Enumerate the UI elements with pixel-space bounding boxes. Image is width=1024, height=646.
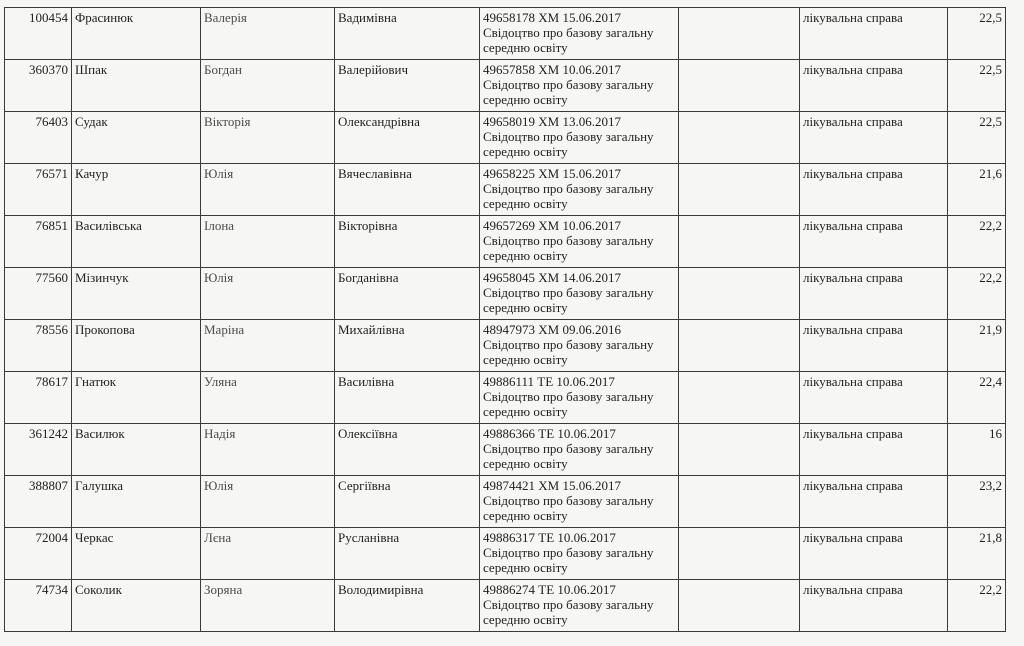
document-line: 49874421 ХМ 15.06.2017 (483, 478, 621, 493)
applicant-id-cell: 78556 (5, 320, 72, 372)
applicant-id-cell: 78617 (5, 372, 72, 424)
empty-cell (679, 528, 800, 580)
empty-cell (679, 372, 800, 424)
specialty-cell: лікувальна справа (800, 60, 948, 112)
applicant-id-cell: 77560 (5, 268, 72, 320)
first-name-cell: Лєна (201, 528, 335, 580)
last-name-cell: Черкас (72, 528, 201, 580)
document-line: середню освіту (483, 508, 568, 523)
specialty-cell: лікувальна справа (800, 528, 948, 580)
applicant-id-cell: 74734 (5, 580, 72, 632)
document-line: 49886317 ТЕ 10.06.2017 (483, 530, 616, 545)
document-line: середню освіту (483, 40, 568, 55)
first-name-cell: Юлія (201, 164, 335, 216)
applicant-id-cell: 76403 (5, 112, 72, 164)
document-line: Свідоцтво про базову загальну (483, 545, 654, 560)
empty-cell (679, 112, 800, 164)
specialty-cell: лікувальна справа (800, 268, 948, 320)
last-name-cell: Шпак (72, 60, 201, 112)
table-row (5, 112, 1006, 164)
table-row (5, 476, 1006, 528)
table-row (5, 528, 1006, 580)
specialty-cell: лікувальна справа (800, 216, 948, 268)
first-name-cell: Маріна (201, 320, 335, 372)
document-line: Свідоцтво про базову загальну (483, 77, 654, 92)
patronymic-cell: Олексіївна (335, 424, 480, 476)
applicant-id-cell: 100454 (5, 8, 72, 60)
document-cell (480, 8, 679, 60)
document-cell (480, 112, 679, 164)
document-line: середню освіту (483, 144, 568, 159)
score-cell: 21,8 (948, 528, 1006, 580)
applicant-id-cell: 388807 (5, 476, 72, 528)
document-cell (480, 164, 679, 216)
first-name-cell: Юлія (201, 268, 335, 320)
first-name-cell: Богдан (201, 60, 335, 112)
score-cell: 23,2 (948, 476, 1006, 528)
table-row (5, 8, 1006, 60)
table-row (5, 268, 1006, 320)
score-cell: 22,5 (948, 8, 1006, 60)
first-name-cell: Валерія (201, 8, 335, 60)
patronymic-cell: Валерійович (335, 60, 480, 112)
document-line: середню освіту (483, 404, 568, 419)
document-line: 49657269 ХМ 10.06.2017 (483, 218, 621, 233)
document-cell (480, 424, 679, 476)
empty-cell (679, 320, 800, 372)
document-line: 49658178 ХМ 15.06.2017 (483, 10, 621, 25)
empty-cell (679, 268, 800, 320)
score-cell: 22,2 (948, 216, 1006, 268)
first-name-cell: Ілона (201, 216, 335, 268)
last-name-cell: Мізинчук (72, 268, 201, 320)
document-line: 49658045 ХМ 14.06.2017 (483, 270, 621, 285)
specialty-cell: лікувальна справа (800, 320, 948, 372)
empty-cell (679, 8, 800, 60)
applicants-table (4, 7, 1006, 632)
document-cell (480, 372, 679, 424)
document-line: Свідоцтво про базову загальну (483, 233, 654, 248)
last-name-cell: Василюк (72, 424, 201, 476)
first-name-cell: Вікторія (201, 112, 335, 164)
last-name-cell: Фрасинюк (72, 8, 201, 60)
empty-cell (679, 164, 800, 216)
patronymic-cell: Русланівна (335, 528, 480, 580)
document-line: Свідоцтво про базову загальну (483, 597, 654, 612)
document-line: середню освіту (483, 560, 568, 575)
document-line: 48947973 ХМ 09.06.2016 (483, 322, 621, 337)
patronymic-cell: Сергіївна (335, 476, 480, 528)
document-cell (480, 320, 679, 372)
first-name-cell: Юлія (201, 476, 335, 528)
document-line: 49886274 ТЕ 10.06.2017 (483, 582, 616, 597)
score-cell: 22,5 (948, 112, 1006, 164)
table-row (5, 372, 1006, 424)
applicant-id-cell: 361242 (5, 424, 72, 476)
last-name-cell: Судак (72, 112, 201, 164)
document-line: середню освіту (483, 352, 568, 367)
last-name-cell: Василівська (72, 216, 201, 268)
patronymic-cell: Василівна (335, 372, 480, 424)
document-line: 49658225 ХМ 15.06.2017 (483, 166, 621, 181)
score-cell: 16 (948, 424, 1006, 476)
last-name-cell: Прокопова (72, 320, 201, 372)
document-line: середню освіту (483, 300, 568, 315)
patronymic-cell: Вікторівна (335, 216, 480, 268)
specialty-cell: лікувальна справа (800, 372, 948, 424)
patronymic-cell: Володимирівна (335, 580, 480, 632)
score-cell: 22,5 (948, 60, 1006, 112)
document-line: середню освіту (483, 196, 568, 211)
document-line: середню освіту (483, 92, 568, 107)
document-line: 49657858 ХМ 10.06.2017 (483, 62, 621, 77)
document-line: Свідоцтво про базову загальну (483, 129, 654, 144)
document-line: 49886111 ТЕ 10.06.2017 (483, 374, 615, 389)
specialty-cell: лікувальна справа (800, 164, 948, 216)
specialty-cell: лікувальна справа (800, 112, 948, 164)
document-line: середню освіту (483, 612, 568, 627)
first-name-cell: Уляна (201, 372, 335, 424)
document-line: 49658019 ХМ 13.06.2017 (483, 114, 621, 129)
document-cell (480, 216, 679, 268)
patronymic-cell: Вадимівна (335, 8, 480, 60)
table-row (5, 424, 1006, 476)
table-body (5, 8, 1006, 632)
patronymic-cell: Олександрівна (335, 112, 480, 164)
document-line: Свідоцтво про базову загальну (483, 337, 654, 352)
last-name-cell: Галушка (72, 476, 201, 528)
table-row (5, 216, 1006, 268)
specialty-cell: лікувальна справа (800, 476, 948, 528)
score-cell: 21,9 (948, 320, 1006, 372)
last-name-cell: Гнатюк (72, 372, 201, 424)
document-cell (480, 60, 679, 112)
document-line: Свідоцтво про базову загальну (483, 181, 654, 196)
first-name-cell: Зоряна (201, 580, 335, 632)
document-cell (480, 528, 679, 580)
document-cell (480, 476, 679, 528)
table-row (5, 320, 1006, 372)
document-line: середню освіту (483, 456, 568, 471)
applicant-id-cell: 72004 (5, 528, 72, 580)
empty-cell (679, 216, 800, 268)
document-line: Свідоцтво про базову загальну (483, 285, 654, 300)
score-cell: 22,2 (948, 268, 1006, 320)
last-name-cell: Качур (72, 164, 201, 216)
document-line: Свідоцтво про базову загальну (483, 493, 654, 508)
specialty-cell: лікувальна справа (800, 580, 948, 632)
score-cell: 21,6 (948, 164, 1006, 216)
last-name-cell: Соколик (72, 580, 201, 632)
score-cell: 22,4 (948, 372, 1006, 424)
document-line: Свідоцтво про базову загальну (483, 25, 654, 40)
patronymic-cell: Михайлівна (335, 320, 480, 372)
table-row (5, 164, 1006, 216)
score-cell: 22,2 (948, 580, 1006, 632)
patronymic-cell: Вячеславівна (335, 164, 480, 216)
applicant-id-cell: 76571 (5, 164, 72, 216)
specialty-cell: лікувальна справа (800, 8, 948, 60)
document-cell (480, 580, 679, 632)
document-line: середню освіту (483, 248, 568, 263)
table-row (5, 60, 1006, 112)
applicant-id-cell: 360370 (5, 60, 72, 112)
document-line: Свідоцтво про базову загальну (483, 389, 654, 404)
document-line: 49886366 ТЕ 10.06.2017 (483, 426, 616, 441)
document-line: Свідоцтво про базову загальну (483, 441, 654, 456)
applicant-id-cell: 76851 (5, 216, 72, 268)
document-cell (480, 268, 679, 320)
first-name-cell: Надія (201, 424, 335, 476)
empty-cell (679, 476, 800, 528)
patronymic-cell: Богданівна (335, 268, 480, 320)
empty-cell (679, 580, 800, 632)
empty-cell (679, 60, 800, 112)
empty-cell (679, 424, 800, 476)
table-row (5, 580, 1006, 632)
specialty-cell: лікувальна справа (800, 424, 948, 476)
